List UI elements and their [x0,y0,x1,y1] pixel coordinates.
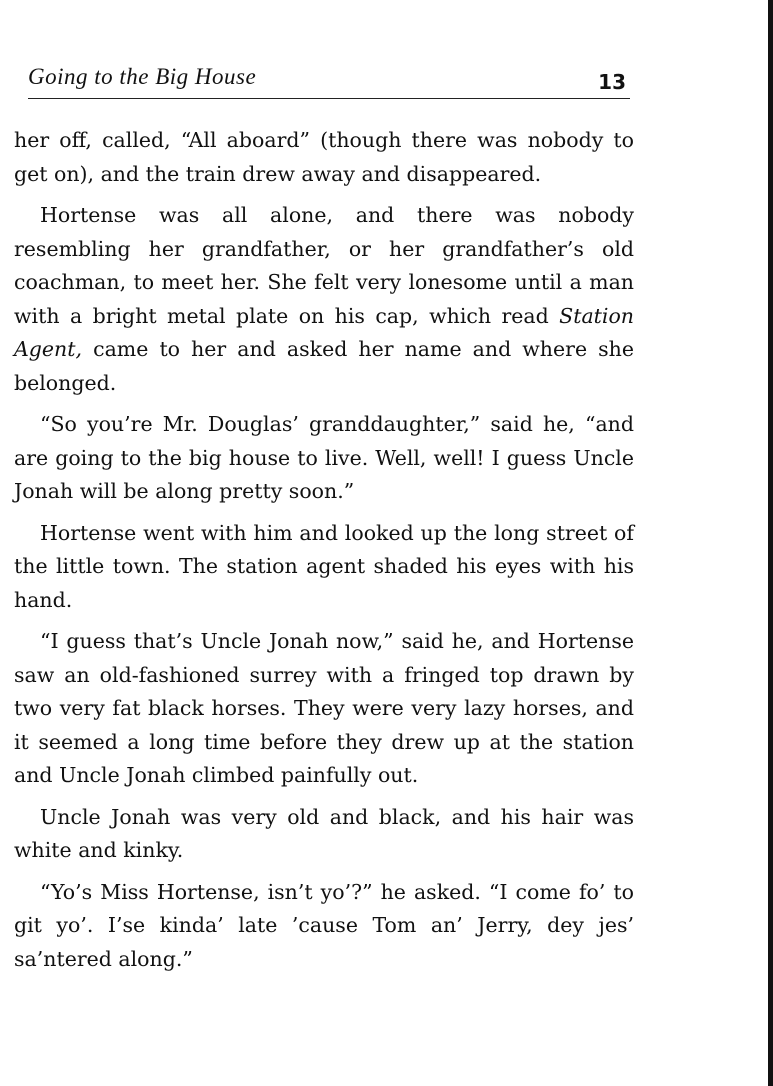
paragraph: Hortense went with him and looked up the long street of the little town. The station agent shaded his eyes with his hand. [14,520,634,612]
paragraph-text: Hortense was all alone, and there was nobody resembling her grandfather, or her grandfather’s old coachman, to meet her. She felt very lonesome until a man with a bright metal plate on his cap, which read [14,203,634,328]
paragraph [14,199,634,400]
paragraph: “I guess that’s Uncle Jonah now,” said he, and Hortense saw an old-fashioned surrey with a fringed top drawn by two very fat black horses. They were very lazy horses, and it seemed a long time before they drew up at the station and Uncle Jonah climbed painfully out. [14,629,634,787]
paragraph: “Yo’s Miss Hortense, isn’t yo’?” he asked. “I come fo’ to git yo’. I’se kinda’ late ’cause Tom an’ Jerry, dey jes’ sa’ntered along.” [14,879,634,971]
page-header [28,62,630,99]
page-body [14,124,634,984]
paragraph: her off, called, “All aboard” (though there was nobody to get on), and the train drew away and disappeared. [14,128,634,186]
paragraph: “So you’re Mr. Douglas’ granddaughter,” said he, “and are going to the big house to live. Well, well! I guess Uncle Jonah will be along pretty soon.” [14,412,634,503]
station-agent-italic: Station Agent, [14,303,634,361]
scan-edge-border [768,0,773,1086]
paragraph: Uncle Jonah was very old and black, and his hair was white and kinky. [14,804,634,862]
running-title: Going to the Big House [28,64,257,89]
paragraph-text: came to her and asked her name and where she belonged. [14,337,634,395]
page-number: 13 [598,70,626,94]
